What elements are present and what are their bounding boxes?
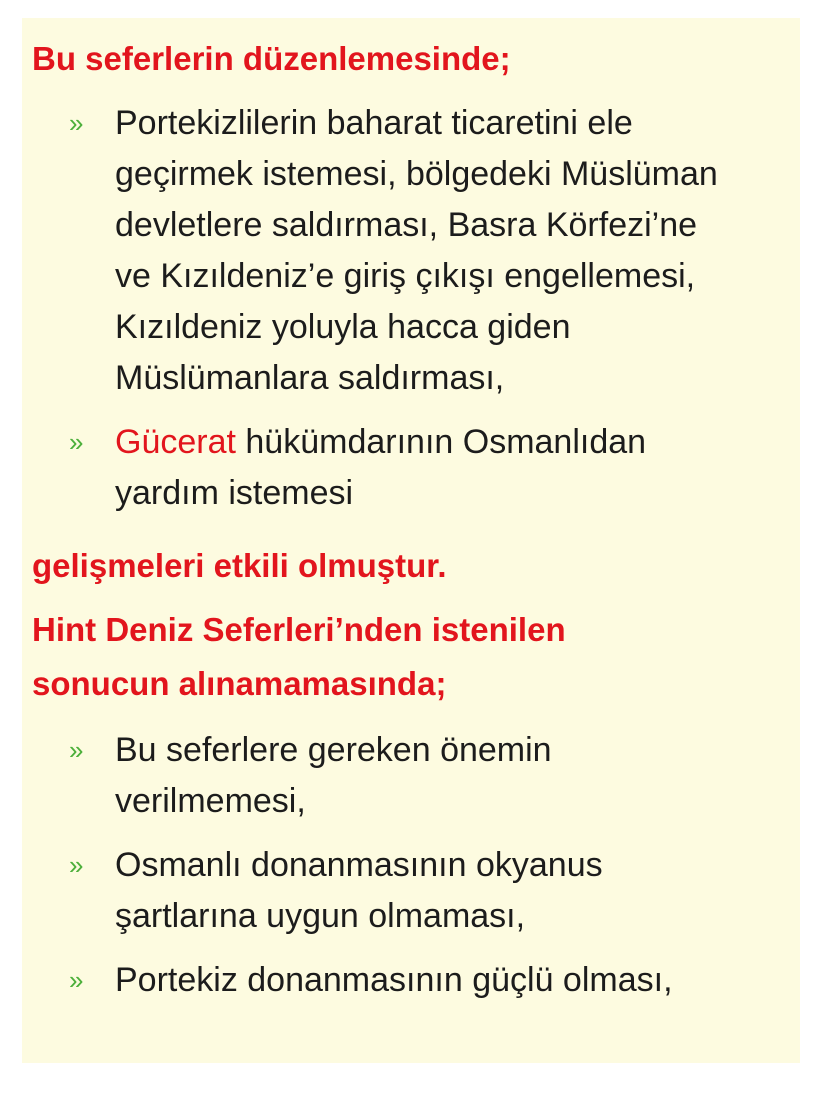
item-text-line: ve Kızıldeniz’e giriş çıkışı engellemesi, xyxy=(115,257,696,295)
list-item xyxy=(32,955,790,1006)
item-text-line: Müslümanlara saldırması, xyxy=(115,359,505,397)
section1-list xyxy=(32,98,790,519)
list-item xyxy=(32,417,790,519)
bullet-marker-icon: » xyxy=(69,108,84,138)
item-text-line: Portekiz donanmasının güçlü olması, xyxy=(115,961,673,999)
section2-list xyxy=(32,725,790,1006)
content-panel xyxy=(22,18,800,1063)
section1-conclusion: gelişmeleri etkili olmuştur. xyxy=(32,547,447,584)
item-text-line: yardım istemesi xyxy=(115,474,354,512)
section2-heading xyxy=(32,603,790,711)
list-item xyxy=(32,840,790,942)
item-text-rest: hükümdarının Osmanlıdan xyxy=(235,423,647,461)
highlighted-term: Gücerat xyxy=(115,423,236,461)
item-text-line: Osmanlı donanmasının okyanus xyxy=(115,846,603,884)
item-text-line: şartlarına uygun olmaması, xyxy=(115,897,526,935)
item-text-line: Kızıldeniz yoluyla hacca giden xyxy=(115,308,571,346)
section1-heading: Bu seferlerin düzenlemesinde; xyxy=(32,40,511,77)
list-item xyxy=(32,725,790,827)
item-text-line: Bu seferlere gereken önemin xyxy=(115,731,552,769)
item-text-line xyxy=(115,417,790,468)
item-text-line: geçirmek istemesi, bölgedeki Müslüman xyxy=(115,155,718,193)
heading-line: Hint Deniz Seferleri’nden istenilen xyxy=(32,611,566,648)
bullet-marker-icon: » xyxy=(69,850,84,880)
item-text-line: Portekizlilerin baharat ticaretini ele xyxy=(115,104,633,142)
list-item xyxy=(32,98,790,404)
bullet-marker-icon: » xyxy=(69,427,84,457)
item-text-line: verilmemesi, xyxy=(115,782,306,820)
bullet-marker-icon: » xyxy=(69,965,84,995)
bullet-marker-icon: » xyxy=(69,735,84,765)
heading-line: sonucun alınamamasında; xyxy=(32,665,447,702)
item-text-line: devletlere saldırması, Basra Körfezi’ne xyxy=(115,206,698,244)
